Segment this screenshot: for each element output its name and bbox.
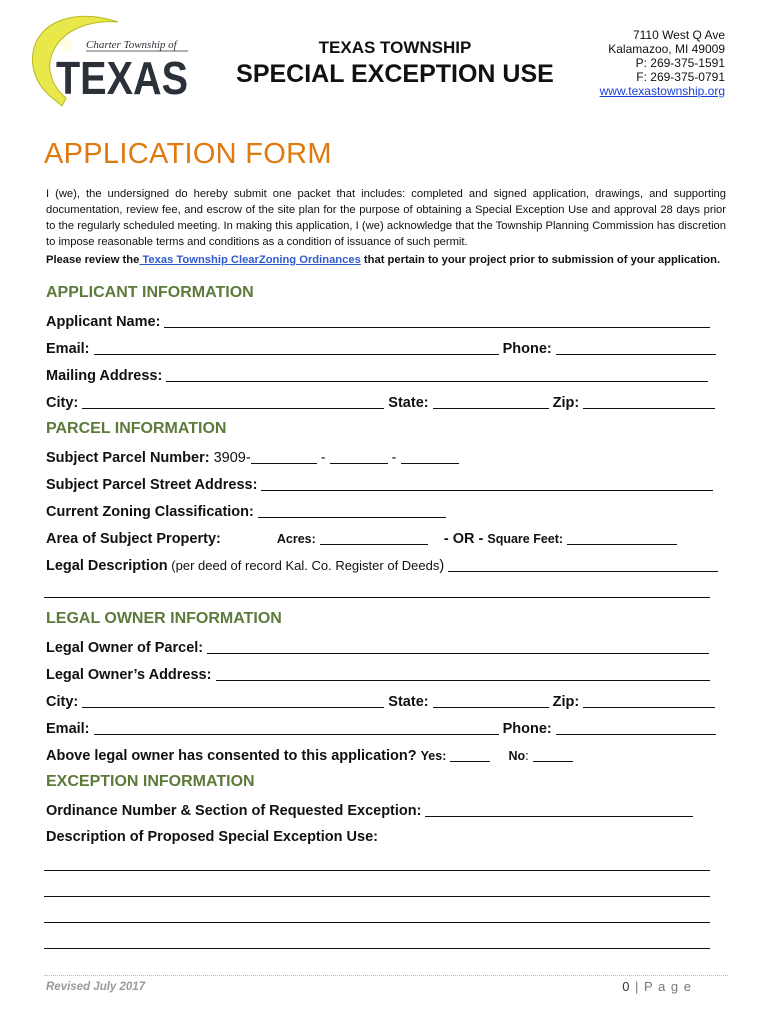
zoning-field[interactable]	[258, 503, 446, 518]
description-line1[interactable]	[44, 870, 710, 871]
description-line3[interactable]	[44, 922, 710, 923]
consent-no-label: No	[508, 749, 526, 763]
form-title: APPLICATION FORM	[44, 138, 332, 170]
owner-address-row	[46, 666, 710, 683]
area-label: Area of Subject Property:	[46, 531, 221, 547]
owner-phone-label: Phone:	[502, 721, 552, 737]
parcel-street-field[interactable]	[261, 476, 713, 491]
applicant-name-field[interactable]	[164, 313, 710, 328]
contact-block	[600, 28, 725, 98]
owner-email-field[interactable]	[94, 720, 499, 735]
parcel-dash1: -	[320, 450, 326, 466]
parcel-number-part2[interactable]	[330, 449, 388, 464]
consent-row	[46, 747, 573, 764]
applicant-state-label: State:	[388, 395, 429, 411]
owner-email-row	[46, 720, 716, 737]
address-line1: 7110 West Q Ave	[632, 28, 725, 42]
applicant-email-row	[46, 340, 716, 357]
owner-heading: LEGAL OWNER INFORMATION	[46, 610, 282, 627]
applicant-state-field[interactable]	[433, 394, 549, 409]
header-title-line2: SPECIAL EXCEPTION USE	[236, 60, 554, 88]
revised-date: Revised July 2017	[46, 981, 146, 993]
parcel-number-prefix: 3909-	[213, 450, 251, 466]
consent-label: Above legal owner has consented to this application?	[46, 748, 417, 764]
website-link[interactable]: www.texastownship.org	[599, 84, 725, 98]
review-note	[46, 254, 736, 266]
header-title-line1: TEXAS TOWNSHIP	[318, 38, 472, 57]
address-line2: Kalamazoo, MI 49009	[608, 42, 725, 56]
acres-field[interactable]	[320, 530, 428, 545]
consent-no-colon: :	[525, 748, 529, 763]
owner-state-field[interactable]	[433, 693, 549, 708]
applicant-heading: APPLICANT INFORMATION	[46, 284, 254, 301]
owner-zip-field[interactable]	[583, 693, 715, 708]
page-footer	[622, 979, 692, 994]
consent-yes-field[interactable]	[450, 747, 490, 762]
owner-name-field[interactable]	[207, 639, 709, 654]
logo-small-text: Charter Township of	[86, 39, 177, 51]
applicant-name-row	[46, 313, 710, 330]
parcel-dash2: -	[391, 450, 397, 466]
applicant-mailing-label: Mailing Address:	[46, 368, 163, 384]
applicant-city-row	[46, 394, 715, 411]
logo-big-text: TEXAS	[56, 52, 188, 104]
description-line2[interactable]	[44, 896, 710, 897]
acres-label: Acres:	[276, 532, 316, 546]
review-prefix: Please review the	[46, 254, 140, 266]
owner-name-row	[46, 639, 709, 656]
sqft-label: Square Feet:	[487, 532, 564, 546]
owner-zip-label: Zip:	[552, 694, 580, 710]
applicant-phone-label: Phone:	[502, 341, 552, 357]
intro-paragraph: I (we), the undersigned do hereby submit one packet that includes: completed and signed application, drawings, and supporting documentation, review fee, and escrow of the site plan for the purpose of obtaining a Special Exception Use and approval 28 days prior to the regularly scheduled meeting. In making this application, I (we) acknowledge that the Township Planning Commission has discretion to impose reasonable terms and conditions as a condition of issuance of such permit.	[46, 188, 726, 248]
ordinance-field[interactable]	[425, 802, 693, 817]
parcel-number-part1[interactable]	[251, 449, 317, 464]
consent-yes-label: Yes:	[420, 749, 447, 763]
area-row	[46, 530, 677, 547]
or-label: - OR -	[443, 531, 484, 547]
page-number: 0	[622, 979, 631, 994]
ordinance-label: Ordinance Number & Section of Requested Exception:	[46, 803, 422, 819]
fax-number: F: 269-375-0791	[636, 70, 725, 84]
parcel-heading: PARCEL INFORMATION	[46, 420, 227, 437]
applicant-zip-field[interactable]	[583, 394, 715, 409]
ordinance-row	[46, 802, 693, 819]
owner-city-label: City:	[46, 694, 79, 710]
parcel-number-part3[interactable]	[401, 449, 459, 464]
legal-description-row	[46, 557, 718, 574]
applicant-city-field[interactable]	[82, 394, 384, 409]
owner-address-label: Legal Owner’s Address:	[46, 667, 212, 683]
applicant-zip-label: Zip:	[552, 395, 580, 411]
owner-name-label: Legal Owner of Parcel:	[46, 640, 204, 656]
applicant-email-label: Email:	[46, 341, 90, 357]
applicant-phone-field[interactable]	[556, 340, 716, 355]
owner-phone-field[interactable]	[556, 720, 716, 735]
applicant-mailing-row	[46, 367, 708, 384]
zoning-row	[46, 503, 446, 520]
description-label: Description of Proposed Special Exception Use:	[46, 829, 378, 845]
legal-description-field[interactable]	[448, 557, 718, 572]
applicant-email-field[interactable]	[94, 340, 499, 355]
sqft-field[interactable]	[567, 530, 677, 545]
description-row	[46, 829, 378, 845]
zoning-label: Current Zoning Classification:	[46, 504, 254, 520]
description-line4[interactable]	[44, 948, 710, 949]
exception-heading: EXCEPTION INFORMATION	[46, 773, 255, 790]
owner-state-label: State:	[388, 694, 429, 710]
applicant-name-label: Applicant Name:	[46, 314, 161, 330]
parcel-number-row	[46, 449, 459, 466]
logo-graphic	[22, 14, 200, 110]
owner-address-field[interactable]	[216, 666, 710, 681]
owner-email-label: Email:	[46, 721, 90, 737]
legal-description-note-close: )	[439, 558, 445, 574]
township-logo	[22, 14, 200, 110]
applicant-mailing-field[interactable]	[166, 367, 708, 382]
ordinances-link[interactable]: Texas Township ClearZoning Ordinances	[139, 254, 361, 266]
parcel-street-row	[46, 476, 713, 493]
owner-city-field[interactable]	[82, 693, 384, 708]
applicant-city-label: City:	[46, 395, 79, 411]
legal-description-label: Legal Description	[46, 558, 168, 574]
phone-number: P: 269-375-1591	[635, 56, 725, 70]
parcel-street-label: Subject Parcel Street Address:	[46, 477, 258, 493]
page-separator: |	[630, 979, 645, 994]
legal-description-note: (per deed of record Kal. Co. Register of Deeds	[167, 558, 440, 573]
footer-rule	[44, 975, 728, 976]
parcel-number-label: Subject Parcel Number:	[46, 450, 210, 466]
page-word: P a g e	[644, 979, 692, 994]
owner-city-row	[46, 693, 715, 710]
review-suffix: that pertain to your project prior to submission of your application.	[360, 254, 721, 266]
consent-no-field[interactable]	[533, 747, 573, 762]
legal-description-line2[interactable]	[44, 597, 710, 598]
